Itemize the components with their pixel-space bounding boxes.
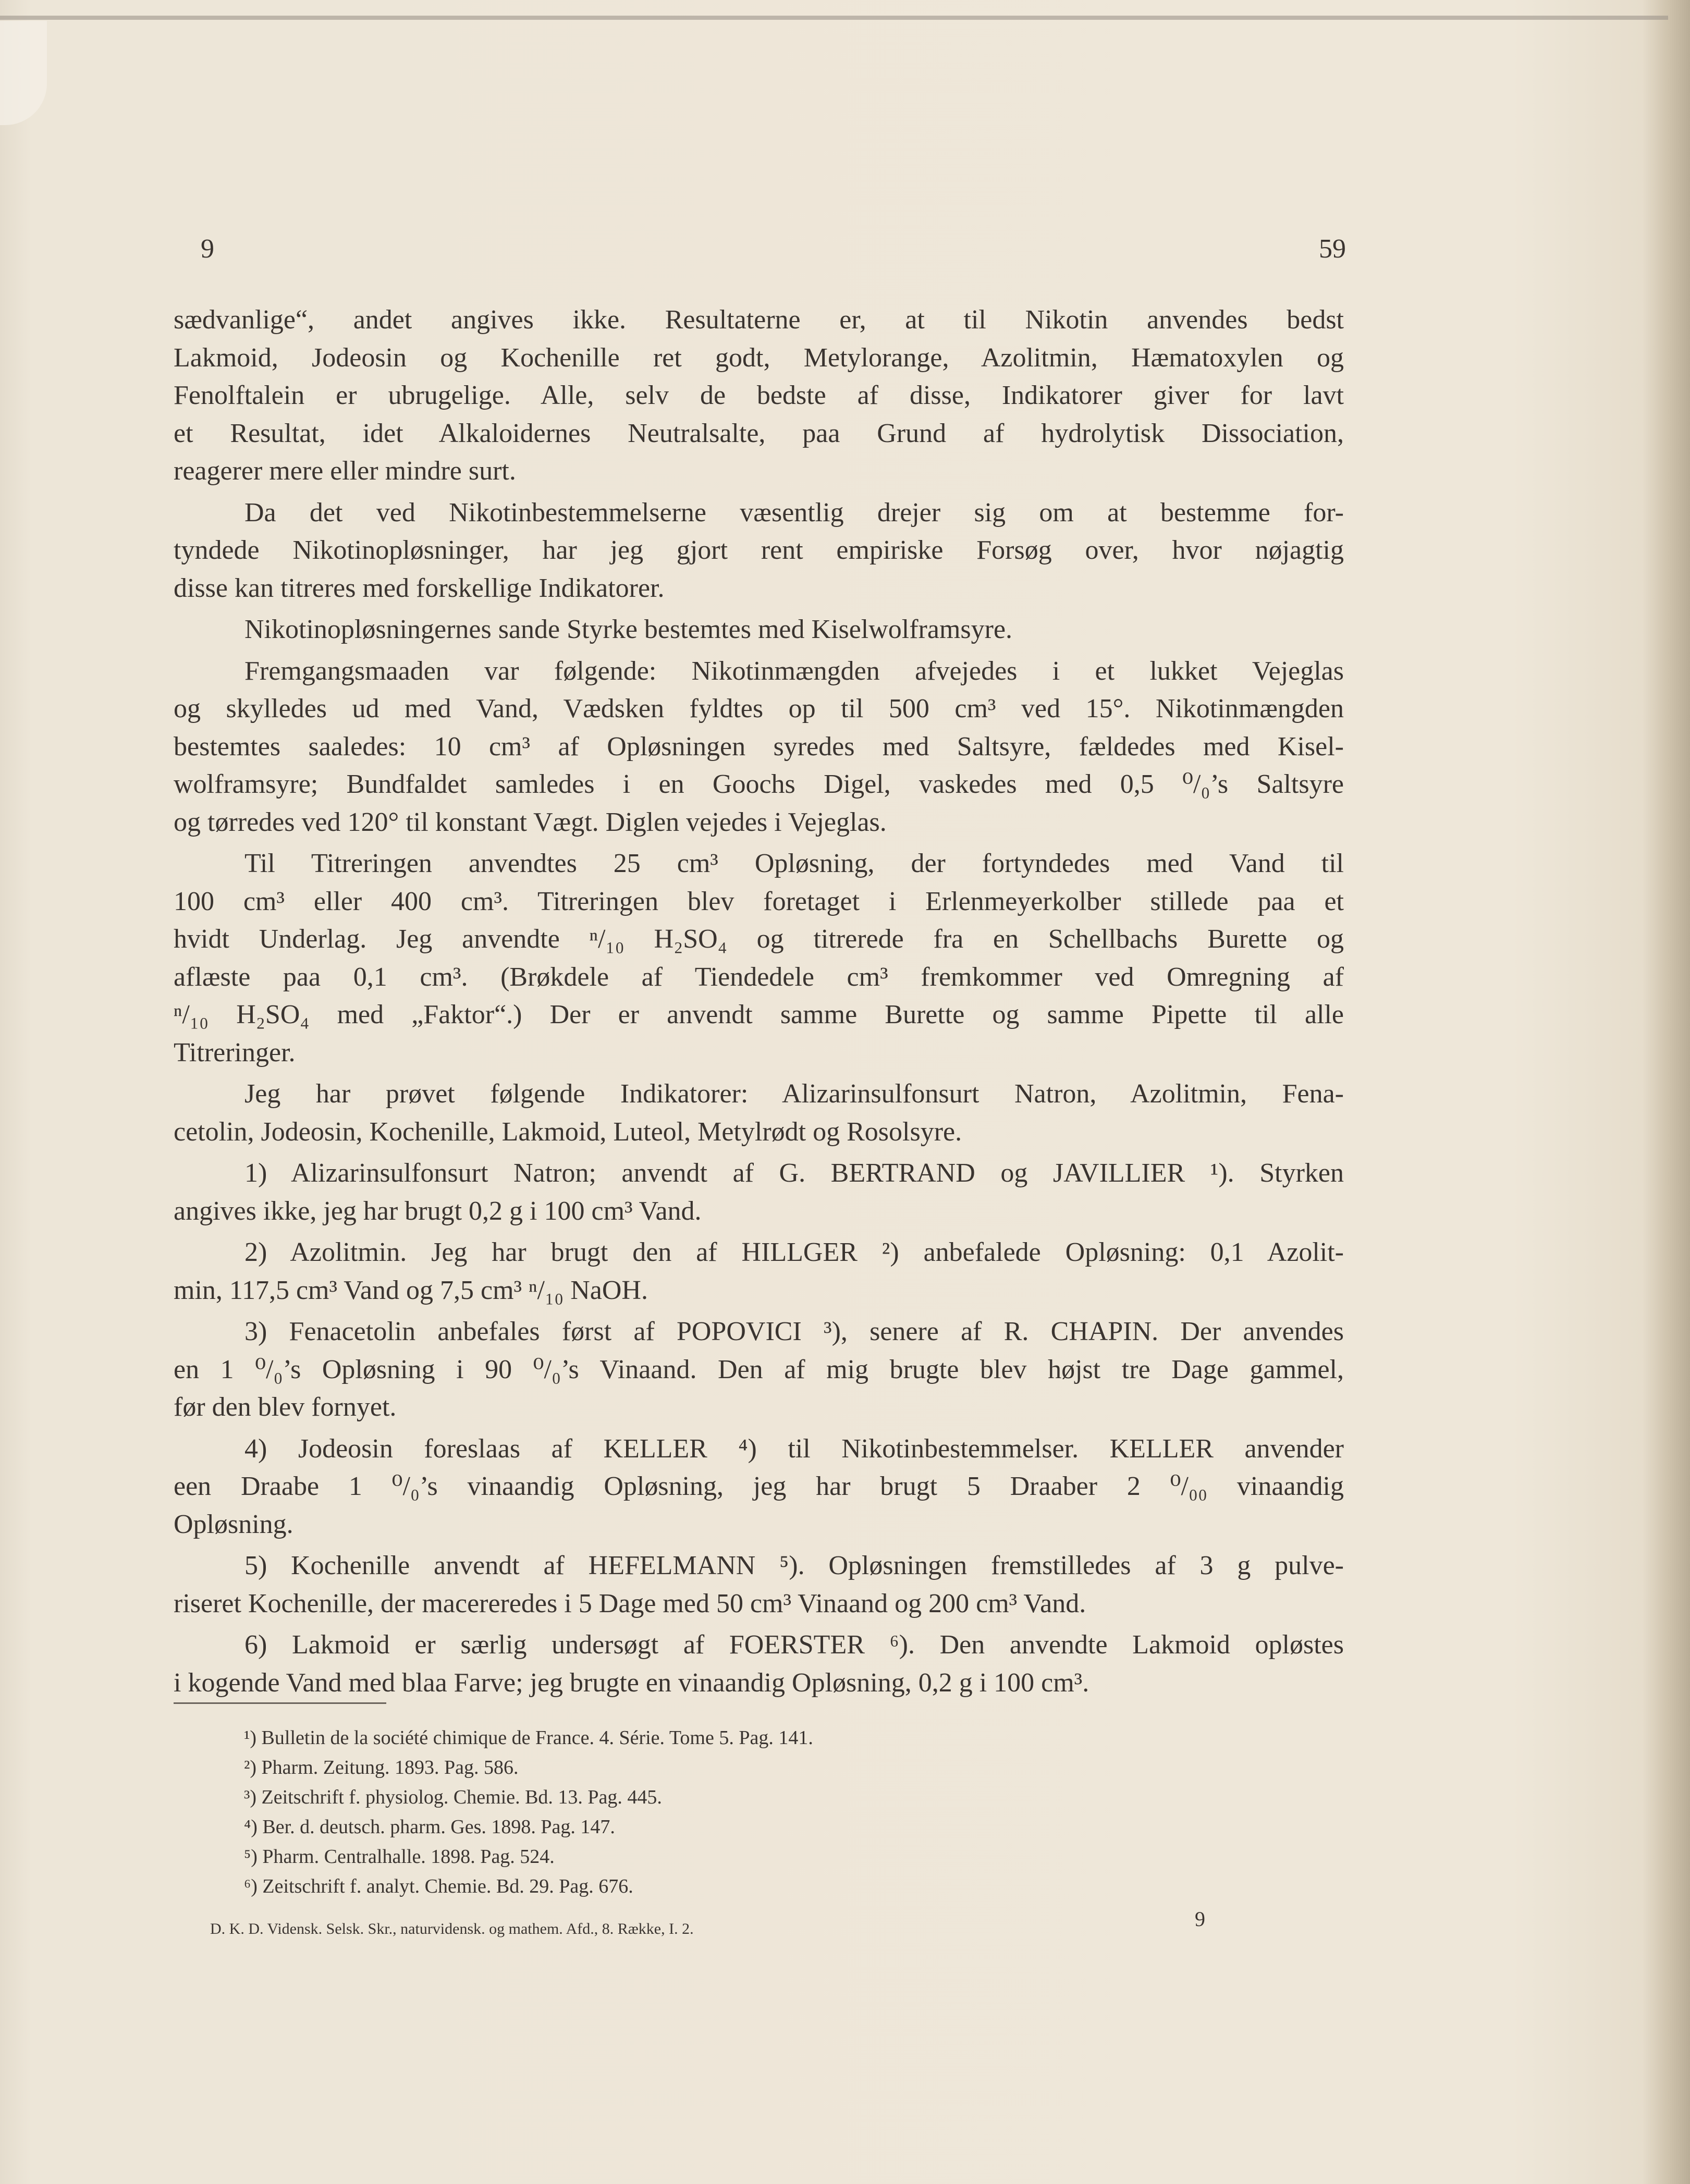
text-line: aflæste paa 0,1 cm³. (Brøkdele af Tiendedele cm³ fremkommer ved Omregning af (174, 962, 1344, 992)
text-line: en 1 ⁰/₀’s Opløsning i 90 ⁰/₀’s Vinaand. Den af mig brugte blev højst tre Dage gammel, (174, 1354, 1344, 1384)
paragraph (174, 1313, 1344, 1427)
paragraph (174, 1234, 1344, 1309)
series-footer: D. K. D. Vidensk. Selsk. Skr., naturvidensk. og mathem. Afd., 8. Række, I. 2. (210, 1920, 694, 1937)
section-page-number: 9 (201, 234, 214, 264)
paragraph (174, 845, 1344, 1072)
text-line: ⁿ/₁₀ H₂SO₄ med „Faktor“.) Der er anvendt samme Burette og samme Pipette til alle (174, 1000, 1344, 1029)
text-line: Titreringer. (174, 1037, 296, 1068)
text-line: angives ikke, jeg har brugt 0,2 g i 100 cm³ Vand. (174, 1196, 702, 1226)
paragraph (174, 1547, 1344, 1623)
text-line: 3) Fenacetolin anbefales først af POPOVICI ³), senere af R. CHAPIN. Der anvendes (244, 1317, 1344, 1346)
footnote: ⁴) Ber. d. deutsch. pharm. Ges. 1898. Pag. 147. (244, 1816, 615, 1838)
footnotes (244, 1723, 813, 1901)
text-line: Fenolftalein er ubrugelige. Alle, selv de bedste af disse, Indikatorer giver for lavt (174, 381, 1344, 410)
text-line: cetolin, Jodeosin, Kochenille, Lakmoid, Luteol, Metylrødt og Rosolsyre. (174, 1116, 962, 1147)
page-number: 59 (1319, 234, 1346, 264)
text-line: før den blev fornyet. (174, 1392, 397, 1422)
text-line: wolframsyre; Bundfaldet samledes i en Goochs Digel, vaskedes med 0,5 ⁰/₀’s Saltsyre (174, 769, 1344, 799)
text-line: Nikotinopløsningernes sande Styrke bestemtes med Kiselwolframsyre. (244, 615, 1013, 644)
text-line: i kogende Vand med blaa Farve; jeg brugte en vinaandig Opløsning, 0,2 g i 100 cm³. (174, 1667, 1089, 1698)
text-line: Lakmoid, Jodeosin og Kochenille ret godt, Metylorange, Azolitmin, Hæmatoxylen og (174, 342, 1344, 373)
paragraph (174, 301, 1344, 490)
text-line: 100 cm³ eller 400 cm³. Titreringen blev foretaget i Erlenmeyerkolber stillede paa et (174, 886, 1344, 916)
body-text (174, 301, 1344, 1702)
paragraph (174, 1430, 1344, 1544)
text-line: Jeg har prøvet følgende Indikatorer: Alizarinsulfonsurt Natron, Azolitmin, Fena- (244, 1079, 1344, 1109)
text-line: Fremgangsmaaden var følgende: Nikotinmængden afvejedes i et lukket Vejeglas (244, 656, 1344, 686)
text-line: og tørredes ved 120° til konstant Vægt. Diglen vejedes i Vejeglas. (174, 807, 887, 837)
text-line: een Draabe 1 ⁰/₀’s vinaandig Opløsning, jeg har brugt 5 Draaber 2 ⁰/₀₀ vinaandig (174, 1471, 1344, 1501)
footnote: ²) Pharm. Zeitung. 1893. Pag. 586. (244, 1757, 519, 1778)
text-line: reagerer mere eller mindre surt. (174, 456, 516, 486)
text-line: 1) Alizarinsulfonsurt Natron; anvendt af G. BERTRAND og JAVILLIER ¹). Styrken (244, 1158, 1344, 1188)
text-line: sædvanlige“, andet angives ikke. Resultaterne er, at til Nikotin anvendes bedst (174, 305, 1344, 335)
text-line: tyndede Nikotinopløsninger, har jeg gjort rent empiriske Forsøg over, hvor nøjagtig (174, 535, 1344, 565)
footnote-rule (174, 1702, 386, 1704)
text-line: bestemtes saaledes: 10 cm³ af Opløsningen syredes med Saltsyre, fældedes med Kisel- (174, 731, 1344, 762)
footnote: ³) Zeitschrift f. physiolog. Chemie. Bd. 13. Pag. 445. (244, 1786, 662, 1808)
paragraph (174, 653, 1344, 842)
text-line: 4) Jodeosin foreslaas af KELLER ⁴) til Nikotinbestemmelser. KELLER anvender (244, 1433, 1344, 1464)
footnote: ⁵) Pharm. Centralhalle. 1898. Pag. 524. (244, 1846, 555, 1868)
signature-mark: 9 (1195, 1907, 1205, 1931)
text-line: hvidt Underlag. Jeg anvendte ⁿ/₁₀ H₂SO₄ og titrerede fra en Schellbachs Burette og (174, 924, 1344, 954)
paragraph (174, 494, 1344, 608)
text-line: 6) Lakmoid er særlig undersøgt af FOERSTER ⁶). Den anvendte Lakmoid opløstes (244, 1630, 1344, 1660)
footnote: ⁶) Zeitschrift f. analyt. Chemie. Bd. 29. Pag. 676. (244, 1875, 633, 1897)
text-line: Opløsning. (174, 1509, 293, 1539)
text-line: et Resultat, idet Alkaloidernes Neutralsalte, paa Grund af hydrolytisk Dissociation, (174, 418, 1344, 448)
paragraph (174, 1626, 1344, 1702)
text-line: min, 117,5 cm³ Vand og 7,5 cm³ ⁿ/₁₀ NaOH. (174, 1275, 648, 1305)
text-line: Da det ved Nikotinbestemmelserne væsentlig drejer sig om at bestemme for- (244, 497, 1344, 527)
text-line: 5) Kochenille anvendt af HEFELMANN ⁵). Opløsningen fremstilledes af 3 g pulve- (244, 1551, 1344, 1580)
paragraph (174, 611, 1344, 649)
text-line: 2) Azolitmin. Jeg har brugt den af HILLGER ²) anbefalede Opløsning: 0,1 Azolit- (244, 1237, 1344, 1267)
text-line: Til Titreringen anvendtes 25 cm³ Opløsning, der fortyndedes med Vand til (244, 849, 1344, 878)
text-line: disse kan titreres med forskellige Indikatorer. (174, 573, 665, 603)
footnote: ¹) Bulletin de la société chimique de France. 4. Série. Tome 5. Pag. 141. (244, 1727, 813, 1749)
text-line: og skylledes ud med Vand, Vædsken fyldtes op til 500 cm³ ved 15°. Nikotinmængden (174, 694, 1344, 723)
text-line: riseret Kochenille, der macereredes i 5 Dage med 50 cm³ Vinaand og 200 cm³ Vand. (174, 1588, 1086, 1618)
paragraph (174, 1075, 1344, 1151)
page-corner (0, 21, 47, 125)
paragraph (174, 1155, 1344, 1230)
page-top-edge (0, 16, 1668, 20)
